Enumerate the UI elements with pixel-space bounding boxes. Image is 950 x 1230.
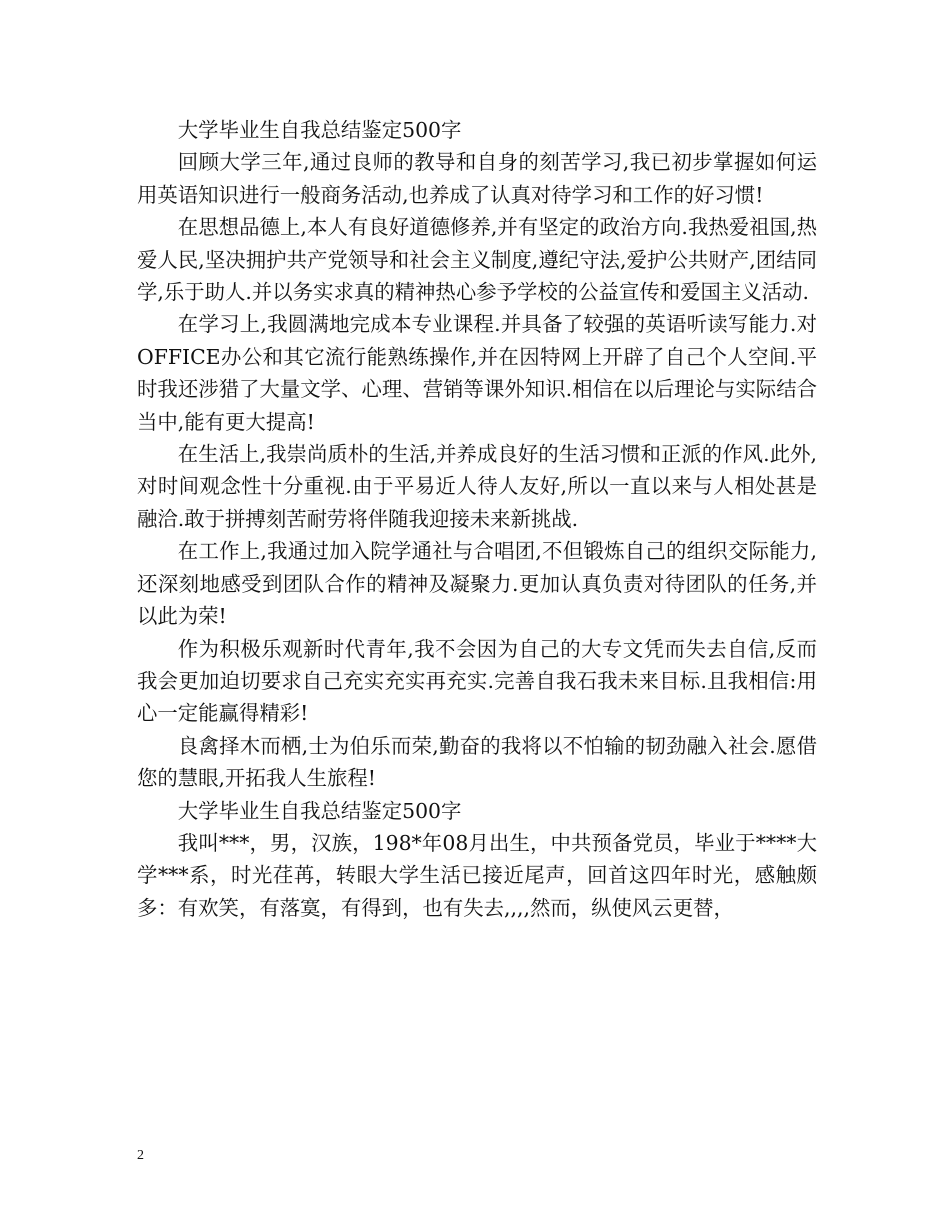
- paragraph: 作为积极乐观新时代青年,我不会因为自己的大专文凭而失去自信,反而我会更加迫切要求自己充实充实再充实.完善自我石我未来目标.且我相信:用心一定能赢得精彩!: [137, 636, 817, 726]
- paragraph: 在思想品德上,本人有良好道德修养,并有坚定的政治方向.我热爱祖国,热爱人民,坚决拥护共产党领导和社会主义制度,遵纪守法,爱护公共财产,团结同学,乐于助人.并以务实求真的精神热心参予学校的公益宣传和爱国主义活动.: [137, 215, 817, 305]
- section-title: 大学毕业生自我总结鉴定500字: [177, 798, 462, 823]
- document-body: [137, 114, 817, 924]
- paragraph: 在学习上,我圆满地完成本专业课程.并具备了较强的英语听读写能力.对OFFICE办公和其它流行能熟练操作,并在因特网上开辟了自己个人空间.平时我还涉猎了大量文学、心理、营销等课外知识.相信在以后理论与实际结合当中,能有更大提高!: [137, 312, 817, 434]
- paragraph: 我叫***，男，汉族，198*年08月出生，中共预备党员，毕业于****大学***系，时光荏苒，转眼大学生活已接近尾声，回首这四年时光，感触颇多：有欢笑，有落寞，有得到，也有失去,,,,然而，纵使风云更替，: [137, 830, 817, 920]
- paragraph: 在生活上,我崇尚质朴的生活,并养成良好的生活习惯和正派的作风.此外,对时间观念性十分重视.由于平易近人待人友好,所以一直以来与人相处甚是融洽.敢于拼搏刻苦耐劳将伴随我迎接未来新挑战.: [137, 442, 817, 531]
- document-title: 大学毕业生自我总结鉴定500字: [177, 118, 462, 142]
- paragraph: 回顾大学三年,通过良师的教导和自身的刻苦学习,我已初步掌握如何运用英语知识进行一般商务活动,也养成了认真对待学习和工作的好习惯!: [137, 150, 817, 207]
- paragraph: 良禽择木而栖,士为伯乐而荣,勤奋的我将以不怕输的韧劲融入社会.愿借您的慧眼,开拓我人生旅程!: [137, 733, 817, 791]
- page-number: 2: [137, 1148, 144, 1163]
- paragraph: 在工作上,我通过加入院学通社与合唱团,不但锻炼自己的组织交际能力,还深刻地感受到团队合作的精神及凝聚力.更加认真负责对待团队的任务,并以此为荣!: [137, 539, 817, 629]
